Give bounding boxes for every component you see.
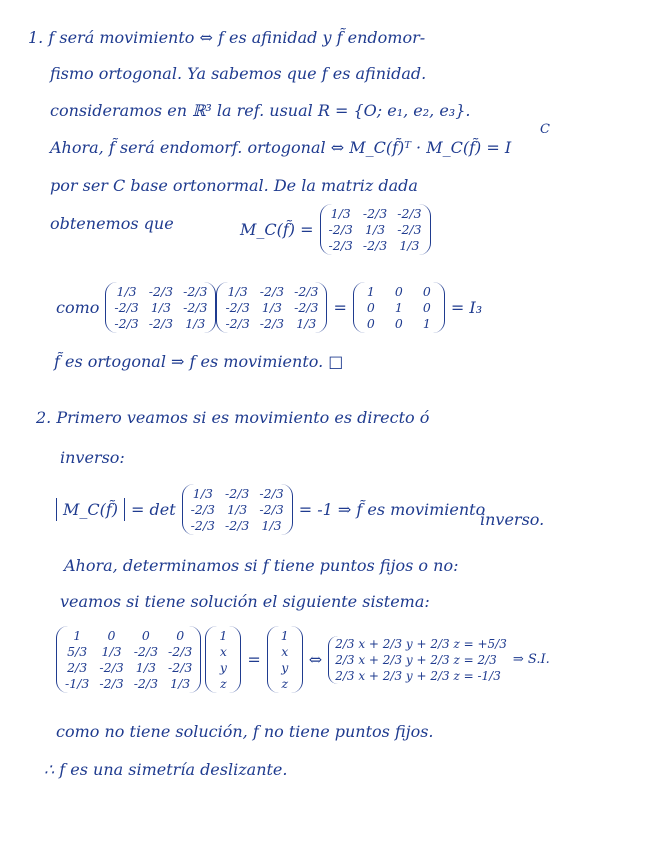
s1-line-1: 1. f será movimiento ⇔ f es afinidad y f̃ endomor- bbox=[28, 28, 426, 47]
s1-line-4: Ahora, f̃ será endomorf. ortogonal ⇔ M_C(f̃)ᵀ · M_C(f̃) = I bbox=[50, 138, 512, 157]
s1-line-3: consideramos en ℝ³ la ref. usual R = {O; e₁, e₂, e₃}. bbox=[50, 101, 471, 120]
system-row: 1 0 0 0 5/3 1/3 -2/3 -2/3 2/3 -2/3 1/3 -2/3 -1/3 -2/3 -2/3 1/3 1 x y z = 1 x y z ⇔ 2/3 x + 2/3 y + 2/3 z = +5/3 2/3 x + 2/3 y + 2/3 z = 2/3 2/3 x + 2/3 y + 2/3 z = -1/3 ⇒ S.I. bbox=[56, 626, 556, 693]
s1-conclusion: f̃ es ortogonal ⇒ f es movimiento. □ bbox=[54, 352, 344, 371]
basis-label: C bbox=[540, 122, 550, 137]
product-matrix-right: 1/3 -2/3 -2/3 -2/3 1/3 -2/3 -2/3 -2/3 1/3 bbox=[216, 282, 327, 333]
identity-matrix: 1 0 0 0 1 0 0 0 1 bbox=[353, 282, 445, 333]
product-matrix-left: 1/3 -2/3 -2/3 -2/3 1/3 -2/3 -2/3 -2/3 1/3 bbox=[105, 282, 216, 333]
s2-line-2: inverso: bbox=[60, 448, 125, 467]
como-label: como bbox=[56, 298, 100, 317]
system-result: ⇒ S.I. bbox=[512, 652, 550, 667]
matrix-mc bbox=[240, 204, 431, 255]
s1-line-2: fismo ortogonal. Ya sabemos que f es afinidad. bbox=[50, 64, 427, 83]
final-line-1: como no tiene solución, f no tiene puntos fijos. bbox=[56, 722, 434, 741]
det-result-2: inverso. bbox=[480, 510, 545, 529]
s2-line-3: Ahora, determinamos si f tiene puntos fijos o no: bbox=[64, 556, 459, 575]
s1-line-6: obtenemos que bbox=[50, 214, 174, 233]
augmented-matrix: 1 0 0 0 5/3 1/3 -2/3 -2/3 2/3 -2/3 1/3 -2/3 -1/3 -2/3 -2/3 1/3 bbox=[56, 626, 201, 693]
det-result: = -1 ⇒ f̃ es movimiento bbox=[298, 500, 486, 519]
det-matrix: 1/3 -2/3 -2/3 -2/3 1/3 -2/3 -2/3 -2/3 1/3 bbox=[182, 484, 293, 535]
det-eq: = det bbox=[131, 500, 176, 519]
product-row: como 1/3 -2/3 -2/3 -2/3 1/3 -2/3 -2/3 -2/3 1/3 1/3 -2/3 -2/3 -2/3 1/3 -2/3 -2/3 -2/3 1/3 = 1 0 0 0 1 0 0 0 1 = I₃ bbox=[56, 284, 483, 331]
matrix-mc-body: 1/3 -2/3 -2/3 -2/3 1/3 -2/3 -2/3 -2/3 1/3 bbox=[320, 204, 431, 255]
det-left: M_C(f̃) bbox=[56, 498, 125, 521]
determinant-row bbox=[56, 484, 491, 535]
final-line-2: ∴ f es una simetría deslizante. bbox=[44, 760, 288, 779]
vector-xyz-rhs: 1 x y z bbox=[267, 626, 303, 693]
s1-line-5: por ser C base ortonormal. De la matriz dada bbox=[50, 176, 418, 195]
vector-xyz: 1 x y z bbox=[205, 626, 241, 693]
s2-line-4: veamos si tiene solución el siguiente sistema: bbox=[60, 592, 430, 611]
equation-system: 2/3 x + 2/3 y + 2/3 z = +5/3 2/3 x + 2/3 y + 2/3 z = 2/3 2/3 x + 2/3 y + 2/3 z = -1/3 bbox=[328, 636, 507, 684]
identity-result: = I₃ bbox=[450, 298, 483, 317]
s2-line-1: 2. Primero veamos si es movimiento es directo ó bbox=[36, 408, 430, 427]
matrix-mc-label: M_C(f̃) = bbox=[240, 220, 314, 239]
